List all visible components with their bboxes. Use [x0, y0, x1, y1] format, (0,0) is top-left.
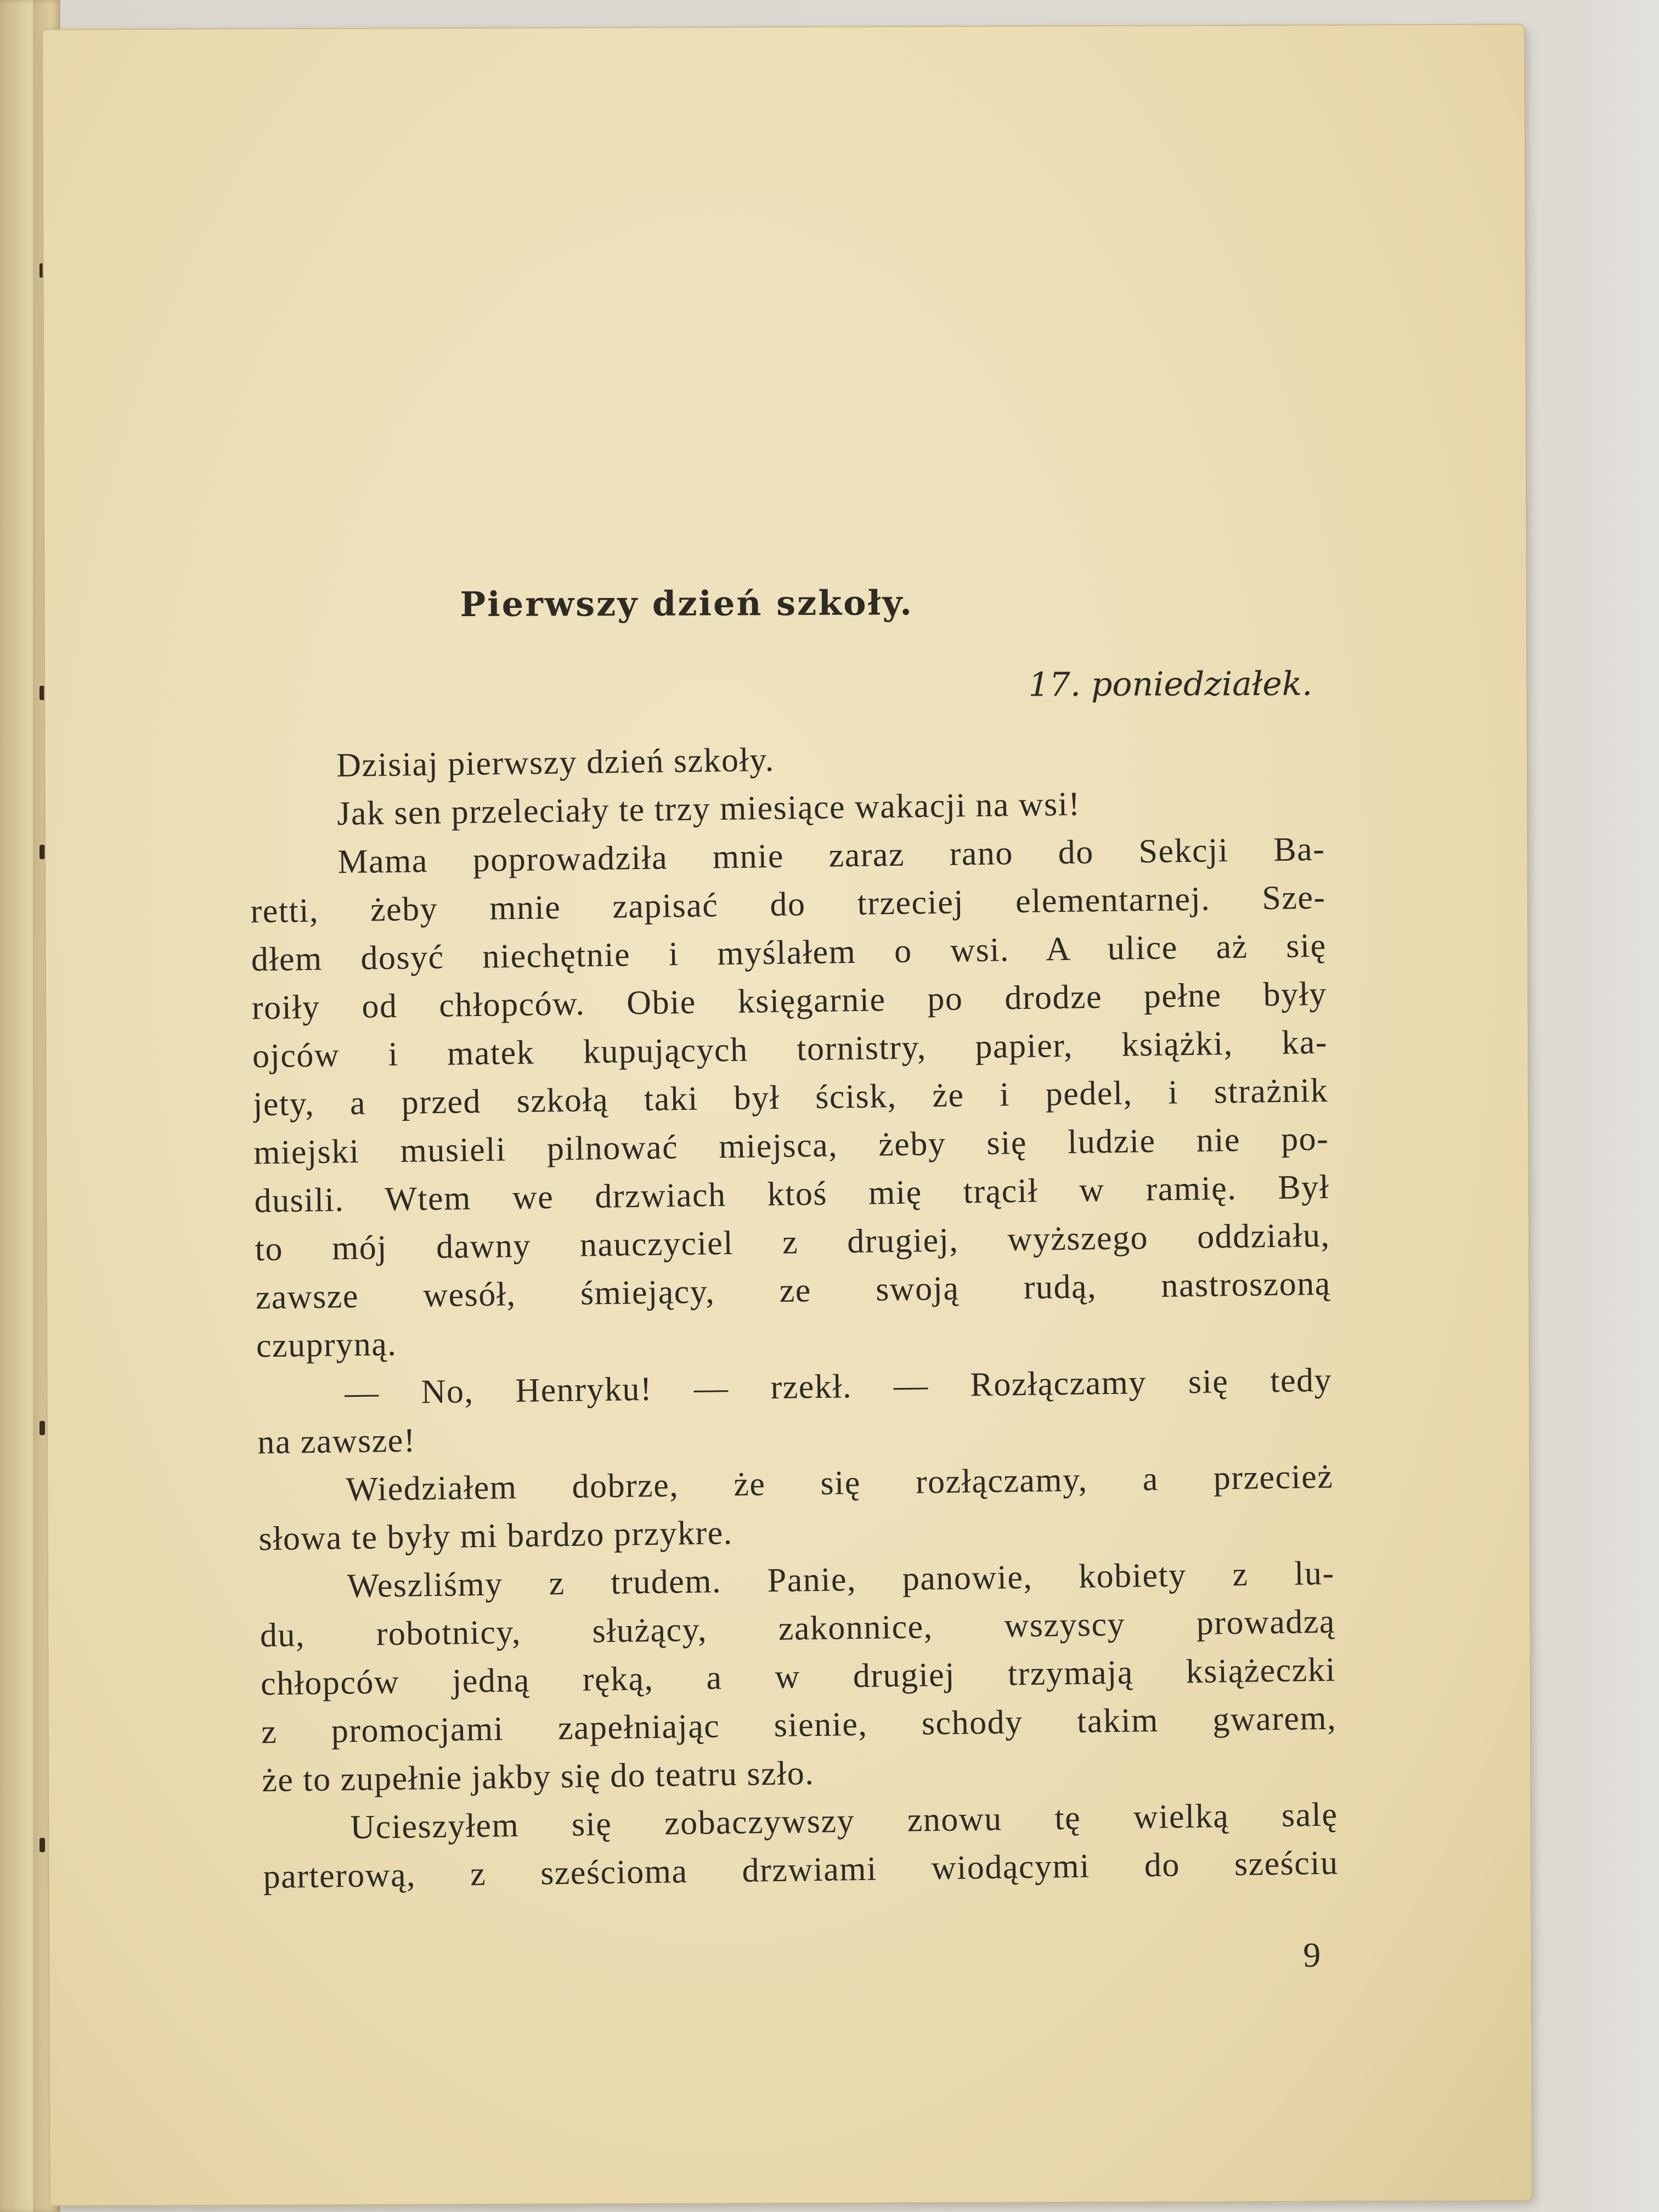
text-line: retti, żeby mnie zapisać do trzeciej elementarnej. Sze-: [250, 878, 1326, 930]
text-line: że to zupełnie jakby się do teatru szło.: [261, 1754, 815, 1799]
binding-stitch: [40, 1838, 45, 1852]
text-line: Dzisiaj pierwszy dzień szkoły.: [336, 741, 775, 785]
body-text: [249, 729, 1339, 1901]
text-line: ojców i matek kupujących tornistry, papier, książki, ka-: [252, 1023, 1328, 1075]
text-line: Mama poprowadziła mnie zaraz rano do Sekcji Ba-: [337, 830, 1325, 881]
text-line: Jak sen przeleciały te trzy miesiące wakacji na wsi!: [336, 785, 1081, 833]
binding-stitch: [40, 1421, 45, 1435]
text-line: — No, Henryku! — rzekł. — Rozłączamy się tedy: [344, 1361, 1333, 1412]
text-line: to mój dawny nauczyciel z drugiej, wyższego oddziału,: [255, 1216, 1330, 1268]
text-line: parterową, z sześcioma drzwiami wiodącymi do sześciu: [263, 1844, 1339, 1896]
text-line: Weszliśmy z trudem. Panie, panowie, kobiety z lu-: [347, 1554, 1335, 1605]
text-line: Wiedziałem dobrze, że się rozłączamy, a przecież: [346, 1458, 1334, 1509]
text-line: czupryną.: [256, 1325, 397, 1365]
text-line: na zawsze!: [257, 1421, 416, 1462]
text-line: miejski musieli pilnować miejsca, żeby się ludzie nie po-: [253, 1120, 1329, 1172]
binding-stitch: [40, 845, 45, 859]
text-line: dusili. Wtem we drzwiach ktoś mię trącił w ramię. Był: [254, 1168, 1330, 1220]
binding-stitch: [40, 686, 45, 700]
text-line: jety, a przed szkołą taki był ścisk, że i pedel, i strażnik: [252, 1071, 1329, 1124]
text-line: dłem dosyć niechętnie i myślałem o wsi. A ulice aż się: [251, 927, 1327, 979]
text-line: słowa te były mi bardzo przykre.: [258, 1514, 733, 1558]
text-line: zawsze wesół, śmiejący, ze swoją rudą, nastroszoną: [255, 1265, 1331, 1317]
text-line: Ucieszyłem się zobaczywszy znowu tę wielką salę: [350, 1796, 1338, 1847]
text-line: chłopców jedną ręką, a w drugiej trzymają książeczki: [260, 1651, 1336, 1703]
book-page: [43, 25, 1532, 2205]
text-line: z promocjami zapełniając sienie, schody takim gwarem,: [261, 1699, 1337, 1751]
page-number: 9: [1303, 1935, 1321, 1974]
entry-date: 17. poniedziałek.: [1028, 664, 1313, 704]
text-line: roiły od chłopców. Obie księgarnie po drodze pełne były: [251, 975, 1328, 1027]
chapter-title: Pierwszy dzień szkoły.: [460, 583, 914, 625]
text-line: du, robotnicy, służący, zakonnice, wszyscy prowadzą: [259, 1602, 1336, 1655]
page-text-block: [248, 580, 1339, 1896]
